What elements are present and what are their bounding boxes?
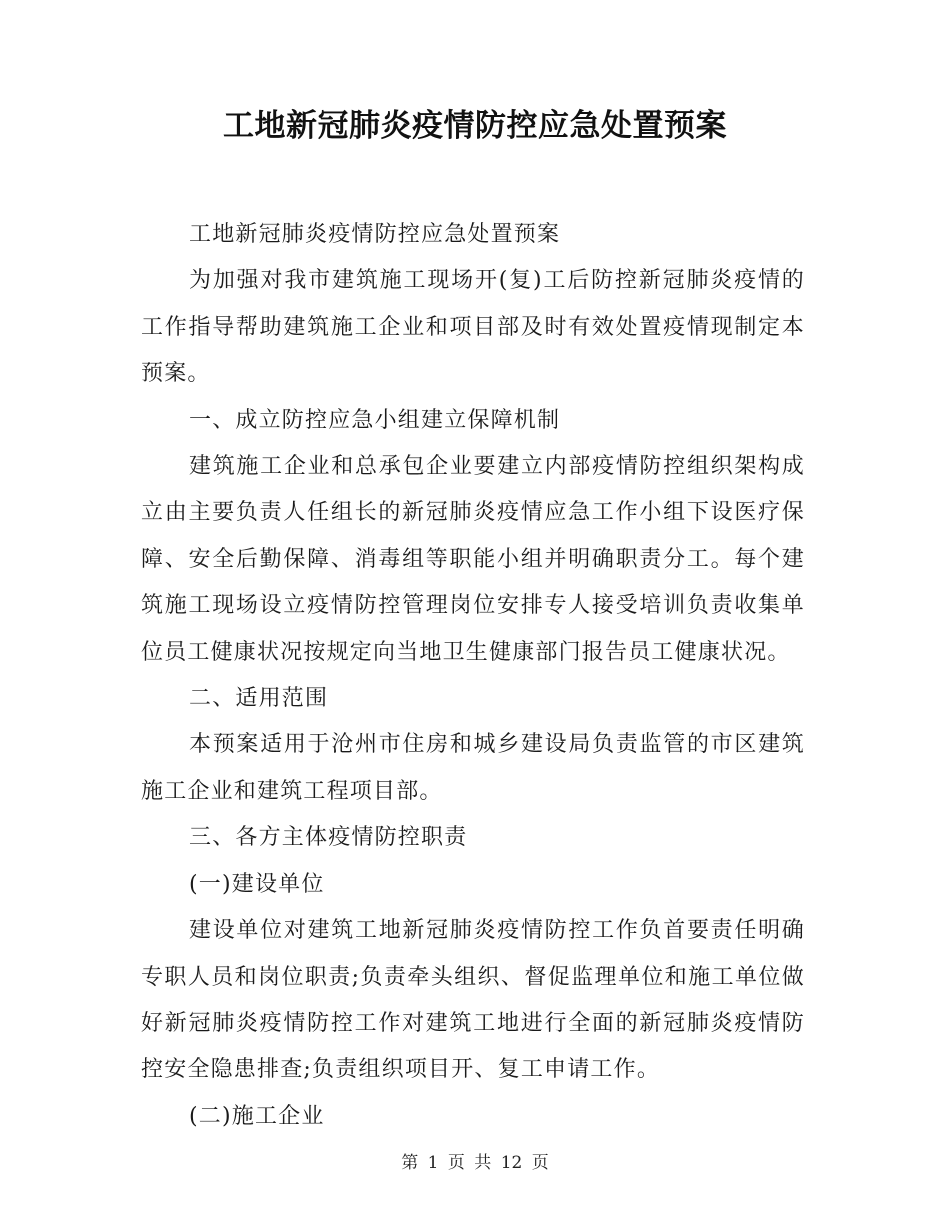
subsection-heading-2: (二)施工企业: [189, 1103, 325, 1129]
paragraph-section-1: 建筑施工企业和总承包企业要建立内部疫情防控组织架构成立由主要负责人任组长的新冠肺炎疫情应急工作小组下设医疗保障、安全后勤保障、消毒组等职能小组并明确职责分工。每个建筑施工现场设立疫情防控管理岗位安排专人接受培训负责收集单位员工健康状况按规定向当地卫生健康部门报告员工健康状况。: [141, 454, 805, 665]
paragraph-section-2: 本预案适用于沧州市住房和城乡建设局负责监管的市区建筑施工企业和建筑工程项目部。: [141, 732, 805, 804]
document-body: [141, 212, 805, 1140]
section-heading-3: 三、各方主体疫情防控职责: [189, 825, 468, 851]
section-heading-1: 一、成立防控应急小组建立保障机制: [189, 407, 561, 433]
document-title: 工地新冠肺炎疫情防控应急处置预案: [223, 108, 727, 144]
paragraph-subtitle: 工地新冠肺炎疫情防控应急处置预案: [189, 222, 561, 247]
paragraph-intro: 为加强对我市建筑施工现场开(复)工后防控新冠肺炎疫情的工作指导帮助建筑施工企业和项目部及时有效处置疫情现制定本预案。: [141, 268, 805, 387]
page-number-footer: 第 1 页 共 12 页: [401, 1153, 549, 1173]
subsection-heading-1: (一)建设单位: [189, 871, 325, 897]
paragraph-subsection-1: 建设单位对建筑工地新冠肺炎疫情防控工作负首要责任明确专职人员和岗位职责;负责牵头组织、督促监理单位和施工单位做好新冠肺炎疫情防控工作对建筑工地进行全面的新冠肺炎疫情防控安全隐患排查;负责组织项目开、复工申请工作。: [141, 918, 805, 1083]
section-heading-2: 二、适用范围: [189, 686, 329, 712]
